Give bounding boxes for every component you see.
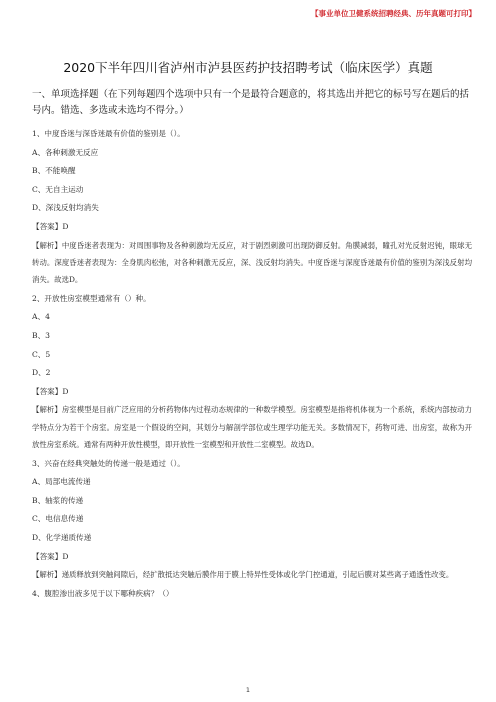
page-title: 2020下半年四川省泸州市泸县医药护技招聘考试（临床医学）真题 [63, 60, 433, 75]
option-c: C、无自主运动 [32, 184, 84, 194]
section-heading: 一、单项选择题（在下列每题四个选项中只有一个是最符合题意的，将其选出并把它的标号写在题后的括号内。错选、多选或未选均不得分。） [32, 89, 470, 116]
question-stem: 3、兴奋在经典突触处的传递一般是通过（）。 [32, 458, 185, 468]
option-b: B、不能唤醒 [32, 166, 76, 176]
answer: 【答案】D [32, 221, 69, 231]
question-stem: 1、中度昏迷与深昏迷最有价值的鉴别是（）。 [32, 129, 185, 138]
option-c: C、电信息传递 [32, 514, 84, 524]
option-d: D、2 [32, 368, 51, 378]
option-a: A、4 [32, 312, 50, 322]
page-number: 1 [245, 686, 251, 694]
analysis: 【解析】递质释放到突触间隙后，经扩散抵达突触后膜作用于膜上特异性受体或化学门控通道，引起后膜对某些离子通透性改变。 [32, 570, 454, 580]
question-stem: 2、开放性房室模型通常有（）种。 [32, 293, 151, 303]
option-c: C、5 [32, 349, 51, 359]
question-1 [32, 125, 472, 289]
option-d: D、深浅反射均消失 [32, 203, 99, 213]
answer: 【答案】D [32, 386, 69, 396]
option-d: D、化学递质传递 [32, 532, 92, 542]
option-a: A、各种刺激无反应 [32, 147, 99, 157]
header-note: 【事业单位卫健系统招聘经典、历年真题可打印】 [311, 9, 476, 18]
answer: 【答案】D [32, 551, 69, 561]
question-3 [32, 455, 472, 584]
question-4 [32, 585, 472, 604]
analysis: 【解析】房室模型是目前广泛应用的分析药物体内过程动态规律的一种数学模型。房室模型是指将机体视为一个系统，系统内部按动力学特点分为若干个房室。房室是一个假设的空间，其划分与解剖学部位或生理学功能无关。多数情况下，药物可进、出房室，故称为开放性房室系统。通常有两种开放性模型，即开放性一室模型和开放性二室模型。故选D。 [32, 405, 472, 450]
question-list [32, 125, 472, 603]
question-stem: 4、腹腔渗出液多见于以下哪种疾病？（） [32, 588, 174, 598]
option-b: B、3 [32, 330, 51, 340]
analysis: 【解析】中度昏迷者表现为：对周围事物及各种刺激均无反应，对于剧烈刺激可出现防御反射。角膜减弱，瞳孔对光反射迟钝，眼球无转动。深度昏迷者表现为：全身肌肉松弛，对各种刺激无反应，深、浅反射均消失。中度昏迷与深度昏迷最有价值的鉴别为深浅反射均消失。故选D。 [32, 240, 472, 285]
question-2 [32, 290, 472, 454]
option-a: A、局部电流传递 [32, 477, 91, 487]
option-b: B、轴浆的传递 [32, 495, 84, 505]
